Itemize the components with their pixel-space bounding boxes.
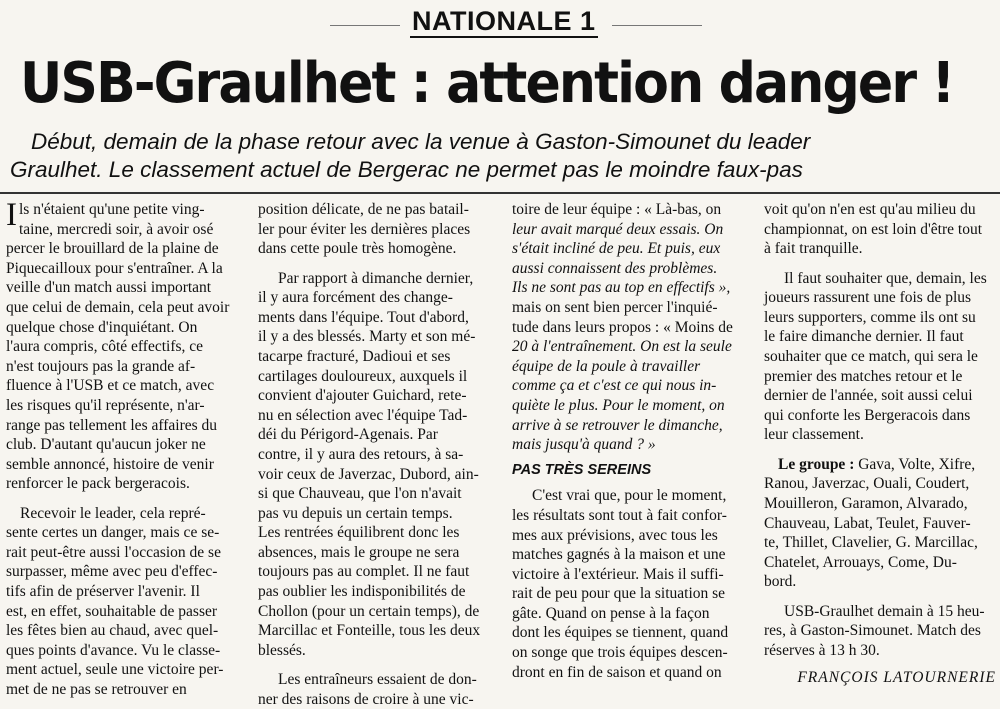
- text-line: contre, il y aura des retours, à sa-: [258, 445, 464, 463]
- text-line: Les entraîneurs essaient de don-: [278, 671, 477, 689]
- text-line: équipe de la poule à travailler: [512, 357, 701, 375]
- section-kicker: NATIONALE 1: [412, 6, 596, 36]
- kicker-rule-right: [612, 25, 702, 26]
- text-line: matches gagnés à la maison et une: [512, 546, 726, 564]
- paragraph-gap: [764, 445, 996, 455]
- paragraph-gap: [764, 259, 996, 269]
- text-line: toujours pas au complet. Il ne faut: [258, 563, 470, 581]
- text-line: taine, mercredi soir, à avoir osé: [19, 220, 214, 238]
- text-line: s'était incliné de peu. Et puis, eux: [512, 240, 721, 258]
- text-line: déi du Périgord-Agenais. Par: [258, 426, 438, 444]
- text-line: dront en fin de saison et quand on: [512, 663, 722, 681]
- byline: FRANÇOIS LATOURNERIE: [797, 669, 996, 687]
- text-line: pas oublier les indisponibilités de: [258, 583, 466, 601]
- column-2: [258, 200, 502, 709]
- text-line: bord.: [764, 573, 797, 591]
- text-line: fluence à l'USB et ce match, avec: [6, 377, 215, 395]
- text-line: sente certes un danger, mais ce se-: [6, 524, 220, 542]
- text-line: championnat, on est loin d'être tout: [764, 220, 983, 238]
- text-line: premier des matches retour et le: [764, 367, 963, 385]
- text-line: convient d'ajouter Guichard, rete-: [258, 387, 467, 405]
- text-line: USB-Graulhet demain à 15 heu-: [784, 602, 985, 620]
- text-line: percer le brouillard de la plaine de: [6, 240, 219, 258]
- text-line: on songe que trois équipes descen-: [512, 644, 728, 662]
- paragraph-gap: [258, 259, 502, 269]
- text-line: l'aura compris, côté effectifs, ce: [6, 338, 204, 356]
- text-line: leur classement.: [764, 426, 864, 444]
- text-line: aussi connaissent des problèmes.: [512, 259, 718, 277]
- column-4: [764, 200, 996, 688]
- headline: USB-Graulhet : attention danger !: [20, 51, 954, 116]
- kicker-bar: [0, 6, 1000, 42]
- text-line: les résultats sont tout à fait confor-: [512, 506, 727, 524]
- text-line: mes aux prévisions, avec tous les: [512, 526, 718, 544]
- text-line: Marcillac et Fonteille, tous les deux: [258, 622, 481, 640]
- text-line: met de ne pas se retrouver en: [6, 681, 187, 699]
- text-line: victoire à l'extérieur. Mais il suffi-: [512, 565, 724, 583]
- text-line: quiète le plus. Pour le moment, on: [512, 396, 725, 414]
- text-line: tude dans leurs propos : « Moins de: [512, 318, 733, 336]
- text-line: Par rapport à dimanche dernier,: [278, 269, 474, 287]
- text-line: il y a des blessés. Marty et son mé-: [258, 328, 476, 346]
- text-line: Chollon (pour un certain temps), de: [258, 602, 480, 620]
- text-line: semble annoncé, histoire de venir: [6, 455, 214, 473]
- text-line: pas vu depuis un certain temps.: [258, 504, 453, 522]
- text-line: dernier de l'année, soit aussi celui: [764, 387, 973, 405]
- deck-line: Début, demain de la phase retour avec la venue à Gaston-Simounet du leader: [31, 129, 811, 154]
- text-line: Mouilleron, Garamon, Alvarado,: [764, 494, 968, 512]
- groupe-label: Le groupe :: [778, 455, 855, 473]
- text-line: position délicate, de ne pas batail-: [258, 201, 469, 218]
- text-line: Ranou, Javerzac, Ouali, Coudert,: [764, 475, 970, 493]
- text-line: le faire dimanche dernier. Il faut: [764, 328, 964, 346]
- paragraph-gap: [258, 660, 502, 670]
- text-line: rait peut-être aussi l'occasion de se: [6, 543, 221, 561]
- paragraph-gap: [6, 494, 250, 504]
- text-line: voit qu'on n'en est qu'au milieu du: [764, 201, 976, 218]
- text-line: ner des raisons de croire à une vic-: [258, 690, 474, 708]
- text-line: réserves à 13 h 30.: [764, 641, 880, 659]
- text-line: ler pour éviter les dernières places: [258, 220, 471, 238]
- text-line: range pas tellement les affaires du: [6, 416, 218, 434]
- text-line: joueurs rassurent une fois de plus: [764, 289, 972, 307]
- column-1: [6, 197, 250, 700]
- text-line: mais jusqu'à quand ? »: [512, 436, 656, 454]
- paragraph-gap: [764, 592, 996, 602]
- text-line: 20 à l'entraînement. On est la seule: [512, 338, 732, 356]
- text-line: leurs supporters, comme ils ont su: [764, 308, 976, 326]
- text-line: res, à Gaston-Simounet. Match des: [764, 622, 981, 640]
- text-line: Piquecailloux pour s'entraîner. A la: [6, 259, 223, 277]
- text-line: nu en sélection avec l'équipe Tad-: [258, 406, 468, 424]
- subheading: PAS TRÈS SEREINS: [512, 461, 652, 478]
- text-line: absences, mais le groupe ne sera: [258, 543, 460, 561]
- text-line: gâte. Quand on pense à la façon: [512, 604, 710, 622]
- deck: [10, 128, 1000, 184]
- text-line: tacarpe fracturé, Dadioui et ses: [258, 347, 451, 365]
- text-line: renforcer le pack bergeracois.: [6, 475, 190, 493]
- text-line: surpasser, même avec peu d'effec-: [6, 563, 218, 581]
- text-line: Il faut souhaiter que, demain, les: [784, 269, 987, 287]
- text-line: arrive à se retrouver le dimanche,: [512, 416, 723, 434]
- text-line: leur avait marqué deux essais. On: [512, 220, 724, 238]
- column-3: [512, 200, 756, 682]
- text-line: Chatelet, Arrouays, Come, Du-: [764, 553, 957, 571]
- text-line: Ils ne sont pas au top en effectifs »,: [512, 279, 731, 297]
- text-line: rait de peu pour que la situation se: [512, 585, 726, 603]
- text-line: voir ceux de Javerzac, Dubord, ain-: [258, 465, 479, 483]
- text-line: ment actuel, seule une victoire per-: [6, 661, 224, 679]
- text-line: cartilages douloureux, auxquels il: [258, 367, 468, 385]
- text-line: n'est toujours pas la grande af-: [6, 357, 196, 375]
- text-line: Recevoir le leader, cela repré-: [20, 504, 206, 522]
- text-line: mais on sent bien percer l'inquié-: [512, 298, 718, 316]
- text-line: club. D'autant qu'aucun joker ne: [6, 436, 206, 454]
- text-line: dont les équipes se tiennent, quand: [512, 624, 729, 642]
- drop-cap: I: [6, 197, 17, 233]
- text-line: Gava, Volte, Xifre,: [854, 455, 976, 473]
- text-line: dans cette poule très homogène.: [258, 240, 457, 258]
- text-line: blessés.: [258, 641, 306, 659]
- text-line: comme ça et c'est ce qui nous in-: [512, 377, 717, 395]
- text-line: tifs afin de préserver l'avenir. Il: [6, 583, 200, 601]
- text-line: C'est vrai que, pour le moment,: [532, 487, 727, 505]
- text-line: qui conforte les Bergeracois dans: [764, 406, 971, 424]
- text-line: les fêtes bien au chaud, avec quel-: [6, 622, 219, 640]
- text-line: te, Thillet, Clavelier, G. Marcillac,: [764, 534, 978, 552]
- text-line: ls n'étaient qu'une petite ving-: [19, 201, 205, 218]
- text-line: toire de leur équipe : « Là-bas, on: [512, 201, 722, 218]
- text-line: Les rentrées équilibrent donc les: [258, 524, 460, 542]
- text-line: que celui de demain, cela peut avoir: [6, 298, 230, 316]
- groupe-line: [764, 455, 996, 475]
- text-line: ments dans l'équipe. Tout d'abord,: [258, 308, 469, 326]
- deck-line: Graulhet. Le classement actuel de Bergerac ne permet pas le moindre faux-pas: [10, 157, 803, 182]
- text-line: ques points d'avance. Vu le classe-: [6, 641, 221, 659]
- text-line: est, en effet, souhaitable de passer: [6, 602, 218, 620]
- text-line: Chauveau, Labat, Teulet, Fauver-: [764, 514, 971, 532]
- text-line: souhaiter que ce match, qui sera le: [764, 347, 978, 365]
- text-line: à fait tranquille.: [764, 240, 863, 258]
- kicker-rule-left: [330, 25, 400, 26]
- text-line: si que Chauveau, que l'on n'avait: [258, 485, 462, 503]
- header-rule: [0, 192, 1000, 194]
- text-line: il y aura forcément des change-: [258, 289, 453, 307]
- text-line: quelque chose d'inquiétant. On: [6, 318, 198, 336]
- text-line: les risques qu'il représente, n'ar-: [6, 396, 205, 414]
- text-line: veille d'un match aussi important: [6, 279, 212, 297]
